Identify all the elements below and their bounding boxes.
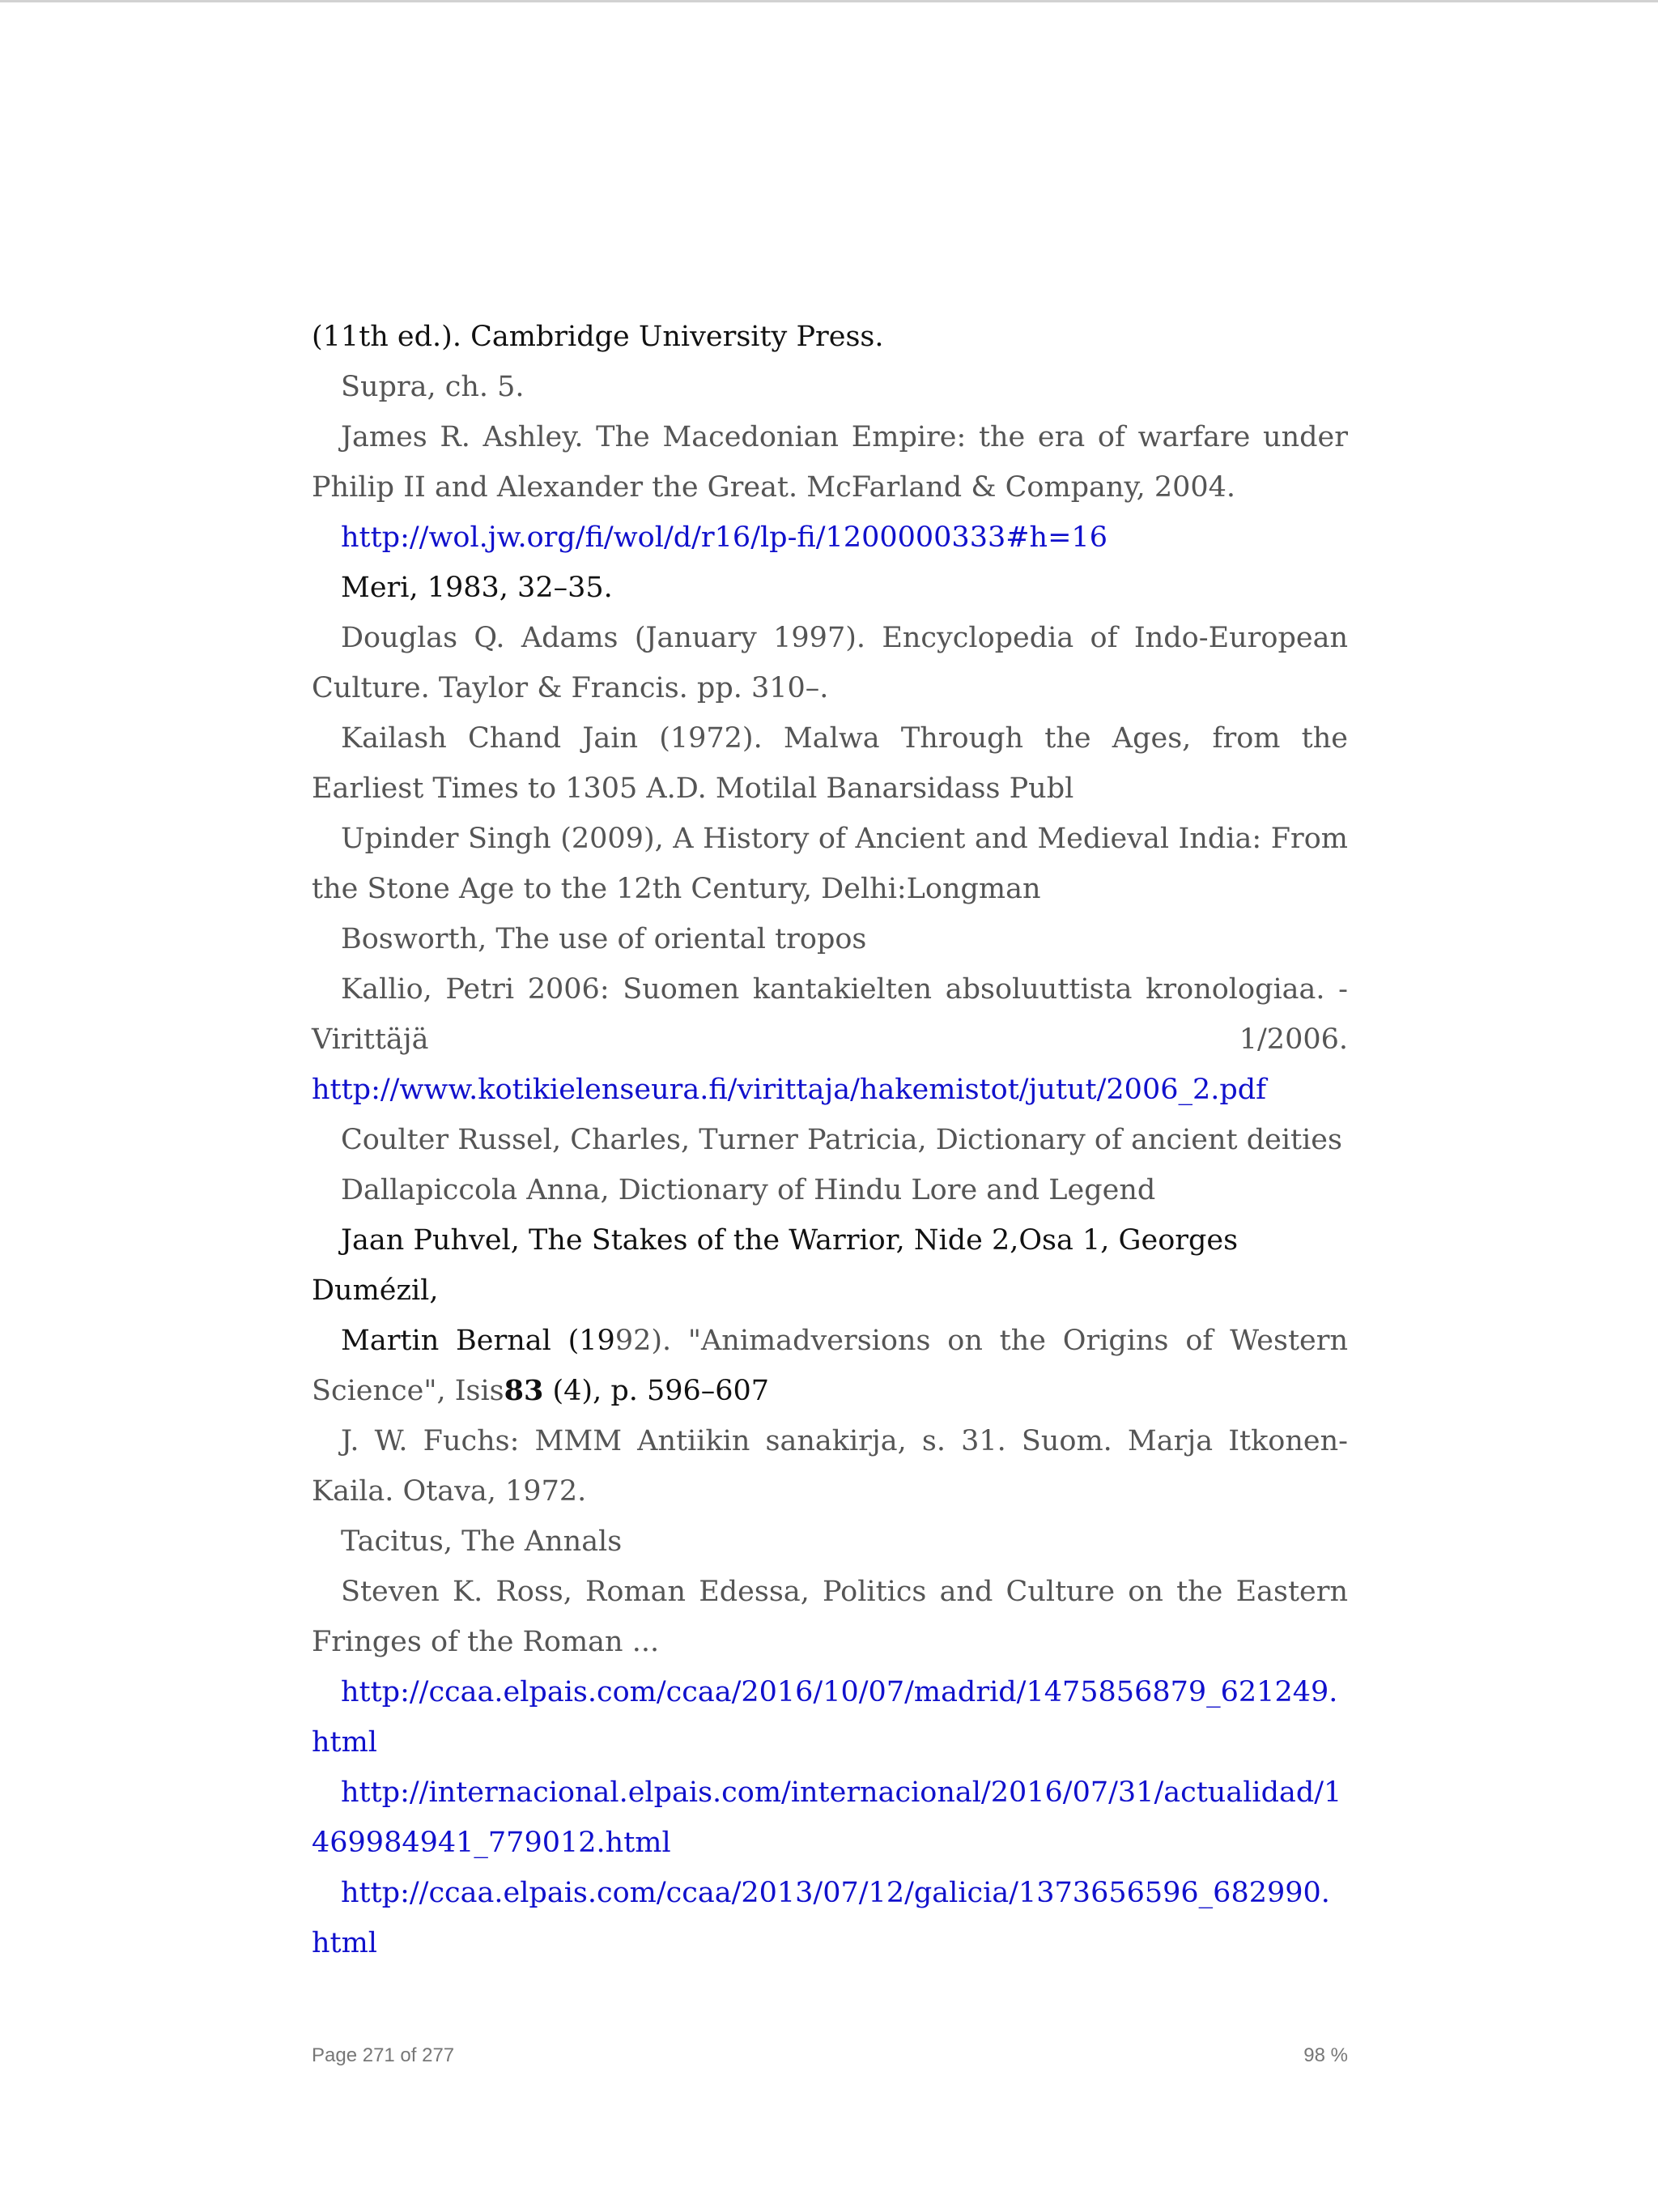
ref-link[interactable]: http://ccaa.elpais.com/ccaa/2013/07/12/galicia/1373656596_682990.html [312,1877,1330,1959]
ref-text: 92). "Animadversions on the Origins of Western Science", Isis [312,1325,1348,1407]
ref-item: J. W. Fuchs: MMM Antiikin sanakirja, s. 31. Suom. Marja Itkonen-Kaila. Otava, 1972. [312,1425,1348,1508]
ref-link[interactable]: http://ccaa.elpais.com/ccaa/2016/10/07/madrid/1475856879_621249.html [312,1676,1338,1759]
ref-item-spread-line [312,1015,1348,1065]
ref-link[interactable]: http://www.kotikielenseura.fi/virittaja/hakemistot/jutut/2006_2.pdf [312,1074,1267,1106]
ref-item: Kallio, Petri 2006: Suomen kantakielten absoluuttista kronologiaa. - [341,973,1348,1006]
ref-text: Jaan Puhvel, The Stakes of the Warrior, Nide 2,Osa 1, [341,1224,1119,1257]
ref-link[interactable]: http://wol.jw.org/fi/wol/d/r16/lp-fi/1200000333#h=16 [341,521,1107,554]
ref-pages: (4), p. 596–607 [543,1375,770,1407]
ref-item [312,1215,1348,1316]
reading-progress: 98 % [1303,2044,1348,2066]
page-indicator: Page 271 of 277 [312,2044,455,2066]
ref-item: Kailash Chand Jain (1972). Malwa Through the Ages, from the Earliest Times to 1305 A.D. Motilal Banarsidass Publ [312,722,1348,805]
reference-list [312,312,1348,1968]
ref-item: Upinder Singh (2009), A History of Ancient and Medieval India: From the Stone Age to the 12th Century, Delhi:Longman [312,823,1348,905]
ref-issue: 1/2006. [1239,1023,1348,1056]
ref-journal: Virittäjä [312,1023,429,1056]
ref-author: Georges Dumézil, [312,1224,1239,1307]
ref-item: Steven K. Ross, Roman Edessa, Politics and Culture on the Eastern Fringes of the Roman ... [312,1576,1348,1658]
ref-item: Dallapiccola Anna, Dictionary of Hindu Lore and Legend [341,1174,1156,1206]
top-divider [0,0,1658,2]
ref-link-item [312,1667,1348,1767]
ref-link[interactable]: http://internacional.elpais.com/internacional/2016/07/31/actualidad/1469984941_779012.html [312,1776,1342,1859]
ref-continuation: (11th ed.). Cambridge University Press. [312,321,884,353]
ref-author: Martin Bernal (19 [341,1325,615,1357]
ref-item: Coulter Russel, Charles, Turner Patricia, Dictionary of ancient deities [341,1124,1342,1156]
ref-item: James R. Ashley. The Macedonian Empire: the era of warfare under Philip II and Alexander the Great. McFarland & Company, 2004. [312,421,1348,504]
ref-item: Supra, ch. 5. [341,371,525,403]
ref-item: Tacitus, The Annals [341,1525,623,1558]
ref-link-item [312,1767,1348,1868]
ref-volume: 83 [504,1374,544,1407]
ref-item: Meri, 1983, 32–35. [341,572,613,604]
ref-item: Bosworth, The use of oriental tropos [341,923,867,955]
page-footer [312,2044,1348,2067]
ref-link-item [312,513,1348,563]
ref-item [312,1316,1348,1416]
ref-item: Douglas Q. Adams (January 1997). Encyclopedia of Indo-European Culture. Taylor & Francis. pp. 310–. [312,622,1348,704]
ref-link-item [312,1065,1348,1115]
ref-link-item [312,1868,1348,1968]
